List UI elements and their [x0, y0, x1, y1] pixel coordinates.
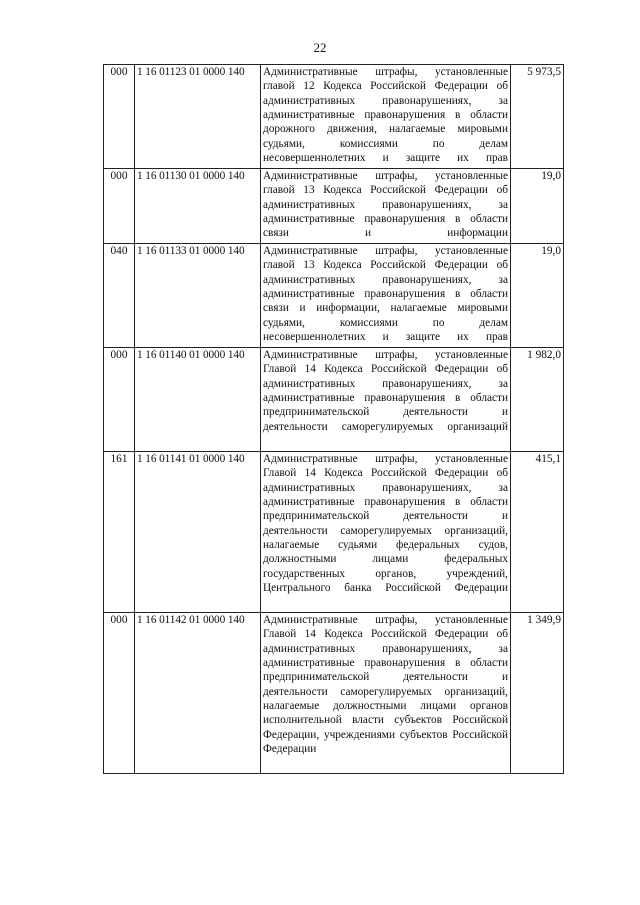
table-row: [104, 169, 564, 244]
amount-cell: 19,0: [511, 169, 564, 244]
kbk-code-cell: 1 16 01141 01 0000 140: [135, 452, 261, 613]
table-row: [104, 613, 564, 774]
description-cell: Административные штрафы, установленные главой 12 Кодекса Российской Федерации об административных правонарушениях, за административные правонарушения в области дорожного движения, налагаемые мировыми судьями, комиссиями по делам несовершеннолетних и защите их прав: [261, 65, 511, 169]
kbk-code-cell: 1 16 01130 01 0000 140: [135, 169, 261, 244]
admin-code-cell: 000: [104, 348, 135, 452]
amount-cell: 1 982,0: [511, 348, 564, 452]
budget-table: [103, 64, 564, 774]
kbk-code-cell: 1 16 01133 01 0000 140: [135, 244, 261, 348]
description-cell: Административные штрафы, установленные главой 13 Кодекса Российской Федерации об административных правонарушениях, за административные правонарушения в области связи и информации, налагаемые мировыми судьями, комиссиями по делам несовершеннолетних и защите их прав: [261, 244, 511, 348]
amount-cell: 1 349,9: [511, 613, 564, 774]
kbk-code-cell: 1 16 01142 01 0000 140: [135, 613, 261, 774]
admin-code-cell: 000: [104, 169, 135, 244]
description-cell: Административные штрафы, установленные Главой 14 Кодекса Российской Федерации об административных правонарушениях, за административные правонарушения в области предпринимательской деятельности и деятельности саморегулируемых организаций, налагаемые судьями федеральных судов, должностными лицами федеральных государственных органов, учреждений, Центрального банка Российской Федерации: [261, 452, 511, 613]
description-cell: Административные штрафы, установленные Главой 14 Кодекса Российской Федерации об административных правонарушениях, за административные правонарушения в области предпринимательской деятельности и деятельности саморегулируемых организаций: [261, 348, 511, 452]
amount-cell: 415,1: [511, 452, 564, 613]
page-number: 22: [313, 40, 327, 55]
table-row: [104, 244, 564, 348]
description-cell: Административные штрафы, установленные главой 13 Кодекса Российской Федерации об административных правонарушениях, за административные правонарушения в области связи и информации: [261, 169, 511, 244]
admin-code-cell: 161: [104, 452, 135, 613]
kbk-code-cell: 1 16 01140 01 0000 140: [135, 348, 261, 452]
table-row: [104, 65, 564, 169]
table-row: [104, 452, 564, 613]
admin-code-cell: 000: [104, 65, 135, 169]
amount-cell: 19,0: [511, 244, 564, 348]
admin-code-cell: 000: [104, 613, 135, 774]
table-row: [104, 348, 564, 452]
kbk-code-cell: 1 16 01123 01 0000 140: [135, 65, 261, 169]
admin-code-cell: 040: [104, 244, 135, 348]
description-cell: Административные штрафы, установленные Главой 14 Кодекса Российской Федерации об административных правонарушениях, за административные правонарушения в области предпринимательской деятельности и деятельности саморегулируемых организаций, налагаемые должностными лицами органов исполнительной власти субъектов Российской Федерации, учреждениями субъектов Российской Федерации: [261, 613, 511, 774]
amount-cell: 5 973,5: [511, 65, 564, 169]
